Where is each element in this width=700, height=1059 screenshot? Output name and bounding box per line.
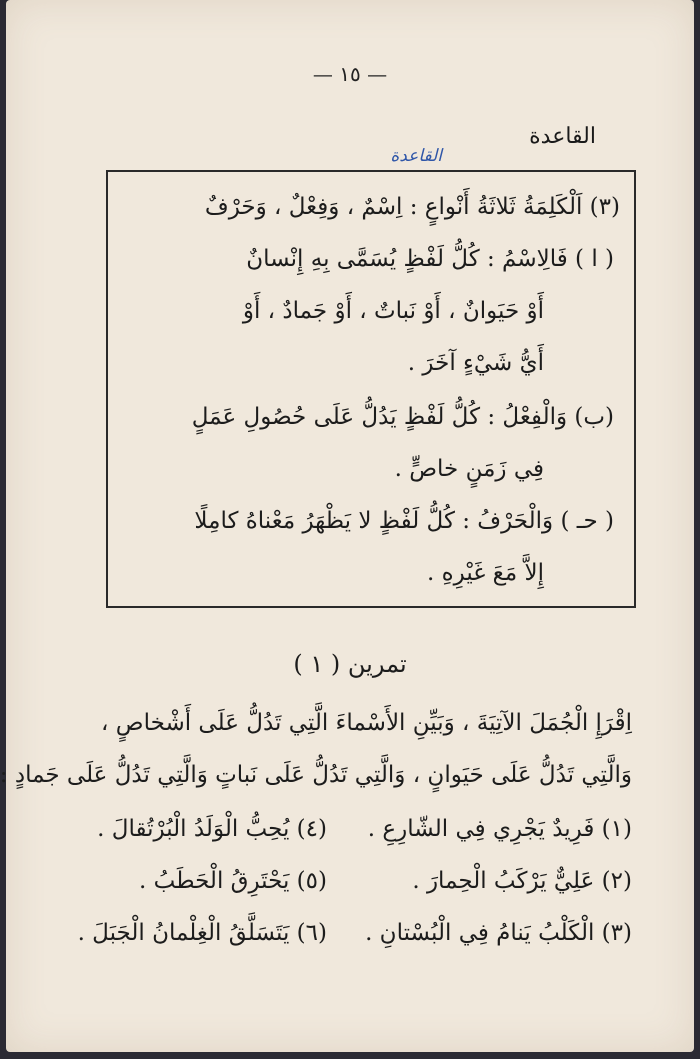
sentence: (٥) يَحْتَرِقُ الْحَطَبُ .: [139, 868, 327, 894]
sentence-row: [46, 920, 632, 954]
sentence-row: [46, 816, 632, 850]
exercise-instruction: اِقْرَإِ الْجُمَلَ الآتِيَةَ ، وَبَيِّنِ الأَسْماءَ الَّتِي تَدُلُّ عَلَى أَشْخاصٍ ،: [101, 710, 632, 736]
sentence: (٣) الْكَلْبُ يَنامُ فِي الْبُسْتانِ .: [365, 920, 632, 946]
sentence: (١) فَرِيدٌ يَجْرِي فِي الشّارِعِ .: [367, 816, 632, 842]
rule-line: أَوْ حَيَوانٌ ، أَوْ نَباتٌ ، أَوْ جَمادٌ ، أَوْ: [242, 298, 544, 324]
sentence: (٢) عَلِيٌّ يَرْكَبُ الْحِمارَ .: [412, 868, 632, 894]
sentence: (٦) يَتَسَلَّقُ الْغِلْمانُ الْجَبَلَ .: [77, 920, 327, 946]
sentence-row: [46, 868, 632, 902]
exercise-instruction: وَالَّتِي تَدُلُّ عَلَى حَيَوانٍ ، وَالَّتِي تَدُلُّ عَلَى نَباتٍ وَالَّتِي تَدُلُّ عَلَى جَمادٍ :: [0, 762, 632, 788]
rule-line: ( ا ) فَالِاسْمُ : كُلُّ لَفْظٍ يُسَمَّى بِهِ إِنْسانٌ: [246, 246, 614, 272]
rule-heading: القاعدة: [529, 124, 596, 149]
rule-line: فِي زَمَنٍ خاصٍّ .: [394, 456, 544, 482]
sentence: (٤) يُحِبُّ الْوَلَدُ الْبُرْتُقالَ .: [97, 816, 327, 842]
handwritten-annotation: القاعدة: [390, 146, 442, 166]
rule-box: [106, 170, 636, 608]
page-number: — ١٥ —: [312, 62, 388, 86]
rule-line: (ب) وَالْفِعْلُ : كُلُّ لَفْظٍ يَدُلُّ عَلَى حُصُولِ عَمَلٍ: [191, 404, 614, 430]
rule-line: أَيُّ شَيْءٍ آخَرَ .: [407, 350, 544, 376]
exercise-title: تمرين ( ١ ): [293, 650, 407, 678]
rule-line: ( حـ ) وَالْحَرْفُ : كُلُّ لَفْظٍ لا يَظْهَرُ مَعْناهُ كامِلًا: [194, 508, 614, 534]
rule-line: إِلاَّ مَعَ غَيْرِهِ .: [426, 560, 544, 586]
rule-line: (٣) اَلْكَلِمَةُ ثَلاثَةُ أَنْواعٍ : اِسْمٌ ، وَفِعْلٌ ، وَحَرْفٌ: [204, 194, 620, 220]
